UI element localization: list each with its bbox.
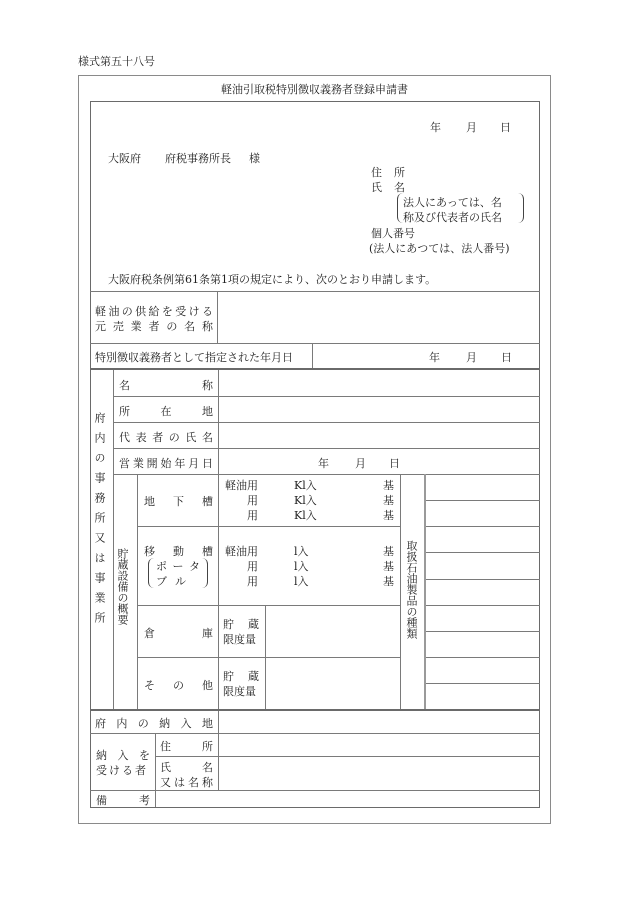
label-char: 開 — [146, 457, 158, 470]
label-char: ル — [175, 575, 186, 588]
label-char: 移 — [144, 545, 155, 558]
table-rule — [137, 474, 138, 710]
label-char: け — [188, 305, 200, 318]
label-char: 又 — [160, 776, 171, 789]
label-char: 年 — [174, 457, 186, 470]
label-char: 動 — [173, 545, 184, 558]
addressee-office: 府税事務所長 — [165, 152, 231, 165]
label-char: 入 — [180, 717, 192, 730]
underground-row[interactable] — [222, 477, 394, 491]
mobile-row[interactable] — [222, 573, 394, 587]
label-char: の — [137, 717, 149, 730]
underground-row[interactable] — [222, 492, 394, 506]
label-char: 油 — [108, 305, 120, 318]
label-char: 名 — [119, 379, 130, 392]
other-limit-label-line2: 限度量 — [223, 685, 256, 698]
label-char: 受 — [175, 305, 187, 318]
mobile-row[interactable] — [222, 543, 394, 557]
table-rule — [113, 370, 114, 710]
warehouse-label — [144, 625, 213, 641]
storage-overview-label: 貯蔵設備の概要 — [116, 548, 129, 625]
unit-label: Kl入 — [294, 494, 317, 507]
label-char: 名 — [188, 776, 199, 789]
label-char: 下 — [173, 495, 184, 508]
label-char: 代 — [119, 431, 130, 444]
label-char: 府 — [95, 717, 106, 730]
count-label: 基 — [383, 494, 394, 507]
use-label: 軽油用 — [225, 479, 258, 492]
label-char: 氏 — [185, 431, 197, 444]
table-rule — [424, 474, 426, 710]
use-label: 用 — [247, 560, 258, 573]
label-char: 内 — [116, 717, 128, 730]
table-rule — [426, 526, 540, 527]
warehouse-limit-label-line1 — [223, 616, 259, 632]
label-char: 貯 — [223, 670, 234, 683]
use-label: 用 — [247, 575, 258, 588]
label-char: 名 — [394, 181, 405, 194]
products-label: 取扱石油製品の種類 — [405, 540, 418, 639]
label-char: 蔵 — [248, 618, 259, 631]
label-char: 住 — [371, 166, 382, 179]
personal-number-note: (法人にあつては、法人番号) — [369, 242, 510, 255]
label-char: 供 — [135, 305, 147, 318]
application-statement: 大阪府税条例第61条第1項の規定により、次のとおり申請します。 — [108, 273, 437, 286]
label-char: 業 — [132, 457, 144, 470]
business-start-month: 月 — [355, 457, 366, 470]
table-rule — [426, 605, 540, 606]
label-char: 蔵 — [248, 670, 259, 683]
portable-label-line1 — [156, 558, 200, 574]
label-char: 所 — [394, 166, 405, 179]
label-char: 氏 — [371, 181, 382, 194]
other-storage-label — [144, 677, 213, 693]
designation-month: 月 — [466, 351, 477, 364]
form-title: 軽油引取税特別徴収義務者登録申請書 — [221, 83, 408, 96]
addressee-prefecture: 大阪府 — [108, 152, 141, 165]
date-year: 年 — [430, 121, 441, 134]
count-label: 基 — [383, 575, 394, 588]
supplier-name-field[interactable] — [218, 292, 539, 342]
label-char: 始 — [160, 457, 172, 470]
table-rule — [113, 474, 540, 475]
delivery-place-label — [95, 715, 213, 731]
label-char: 称 — [202, 379, 213, 392]
label-char: 貯 — [223, 618, 234, 631]
label-char: は — [174, 776, 185, 789]
table-rule — [426, 500, 540, 501]
date-month: 月 — [466, 121, 477, 134]
label-char: 槽 — [202, 495, 213, 508]
label-char: ー — [172, 560, 184, 573]
label-char: 地 — [201, 717, 213, 730]
addressee-honorific: 様 — [249, 152, 260, 165]
label-char: を — [139, 749, 150, 762]
label-char: 所 — [202, 740, 213, 753]
label-char: 売 — [112, 320, 124, 333]
table-rule — [400, 474, 401, 710]
personal-number-label: 個人番号 — [371, 227, 415, 240]
receiver-address-label — [160, 738, 213, 754]
label-char: の — [173, 679, 184, 692]
label-char: 在 — [160, 405, 172, 418]
label-char: ブ — [156, 575, 167, 588]
label-char: 納 — [159, 717, 171, 730]
office-name-label — [119, 377, 213, 393]
label-char: 納 — [96, 749, 107, 762]
designation-label: 特別徴収義務者として指定された年月日 — [95, 351, 293, 364]
label-char: タ — [189, 560, 200, 573]
supplier-label-line1 — [95, 303, 213, 319]
label-char: 給 — [148, 305, 160, 318]
label-char: 名 — [184, 320, 196, 333]
unit-label: Kl入 — [294, 479, 317, 492]
receiver-label-line1 — [96, 747, 150, 763]
label-char: 者 — [148, 320, 160, 333]
table-rule — [90, 368, 540, 370]
unit-label: l入 — [294, 560, 309, 573]
label-char: 備 — [96, 794, 107, 807]
warehouse-limit-label-line2: 限度量 — [223, 633, 256, 646]
label-char: 軽 — [95, 305, 106, 318]
label-char: 他 — [202, 679, 213, 692]
label-char: そ — [144, 679, 155, 692]
receiver-name-label-line1 — [160, 759, 213, 775]
label-char: 住 — [160, 740, 171, 753]
office-location-field[interactable] — [219, 397, 539, 422]
underground-tank-label — [144, 493, 213, 509]
label-char: 倉 — [144, 627, 155, 640]
label-char: 庫 — [202, 627, 213, 640]
label-char: 名 — [202, 761, 213, 774]
office-representative-field[interactable] — [219, 423, 539, 448]
receiver-label-line2: 受ける者 — [96, 764, 148, 777]
label-char: 称 — [201, 320, 213, 333]
table-rule — [426, 631, 540, 632]
remarks-field[interactable] — [156, 791, 539, 807]
label-char: の — [168, 431, 180, 444]
unit-label: Kl入 — [294, 509, 317, 522]
corporate-note-line2: 称及び代表者の氏名 — [403, 211, 502, 224]
table-rule — [426, 579, 540, 580]
business-start-field[interactable] — [219, 449, 539, 474]
receiver-address-field[interactable] — [219, 734, 539, 756]
other-limit-label-line1 — [223, 668, 259, 684]
remarks-label — [96, 792, 150, 808]
label-char: 名 — [201, 431, 213, 444]
mobile-tank-label — [144, 543, 213, 559]
label-char: 地 — [144, 495, 155, 508]
receiver-name-label-line2 — [160, 774, 213, 790]
table-rule — [137, 526, 400, 527]
count-label: 基 — [383, 560, 394, 573]
use-label: 用 — [247, 509, 258, 522]
label-char: 地 — [202, 405, 213, 418]
label-char: 元 — [95, 320, 106, 333]
warehouse-limit-field[interactable] — [266, 606, 400, 657]
applicant-address-label — [371, 164, 405, 180]
label-char: を — [161, 305, 173, 318]
label-char: る — [202, 305, 213, 318]
designation-day: 日 — [501, 351, 512, 364]
supplier-label-line2 — [95, 318, 213, 334]
label-char: 氏 — [160, 761, 171, 774]
corporate-note-line1: 法人にあっては、名 — [403, 196, 502, 209]
form-number: 様式第五十八号 — [78, 55, 155, 68]
office-location-label — [119, 403, 213, 419]
delivery-place-field[interactable] — [219, 711, 539, 733]
designation-year: 年 — [429, 351, 440, 364]
business-start-label — [119, 455, 213, 471]
unit-label: l入 — [294, 545, 309, 558]
label-char: 月 — [188, 457, 200, 470]
label-char: 営 — [119, 457, 130, 470]
date-day: 日 — [500, 121, 511, 134]
office-name-field[interactable] — [219, 371, 539, 396]
label-char: 日 — [201, 457, 213, 470]
use-label: 軽油用 — [225, 545, 258, 558]
other-limit-field[interactable] — [266, 658, 400, 709]
count-label: 基 — [383, 479, 394, 492]
label-char: 業 — [130, 320, 142, 333]
label-char: ポ — [156, 560, 167, 573]
table-rule — [426, 683, 540, 684]
business-start-year: 年 — [318, 457, 329, 470]
unit-label: l入 — [294, 575, 309, 588]
count-label: 基 — [383, 545, 394, 558]
label-char: 入 — [117, 749, 129, 762]
label-char: の — [121, 305, 133, 318]
business-start-day: 日 — [389, 457, 400, 470]
use-label: 用 — [247, 494, 258, 507]
mobile-row[interactable] — [222, 558, 394, 572]
label-char: 者 — [152, 431, 164, 444]
label-char: 表 — [135, 431, 147, 444]
count-label: 基 — [383, 509, 394, 522]
label-char: 槽 — [202, 545, 213, 558]
office-side-label: 府内の事務所又は事業所 — [93, 412, 106, 632]
receiver-name-field[interactable] — [219, 757, 539, 790]
label-char: 考 — [139, 794, 150, 807]
table-rule — [426, 657, 540, 658]
office-representative-label — [119, 429, 213, 445]
table-rule — [426, 552, 540, 553]
label-char: の — [166, 320, 178, 333]
underground-row[interactable] — [222, 507, 394, 521]
label-char: 所 — [119, 405, 130, 418]
label-char: 称 — [202, 776, 213, 789]
portable-label-line2 — [156, 573, 186, 589]
